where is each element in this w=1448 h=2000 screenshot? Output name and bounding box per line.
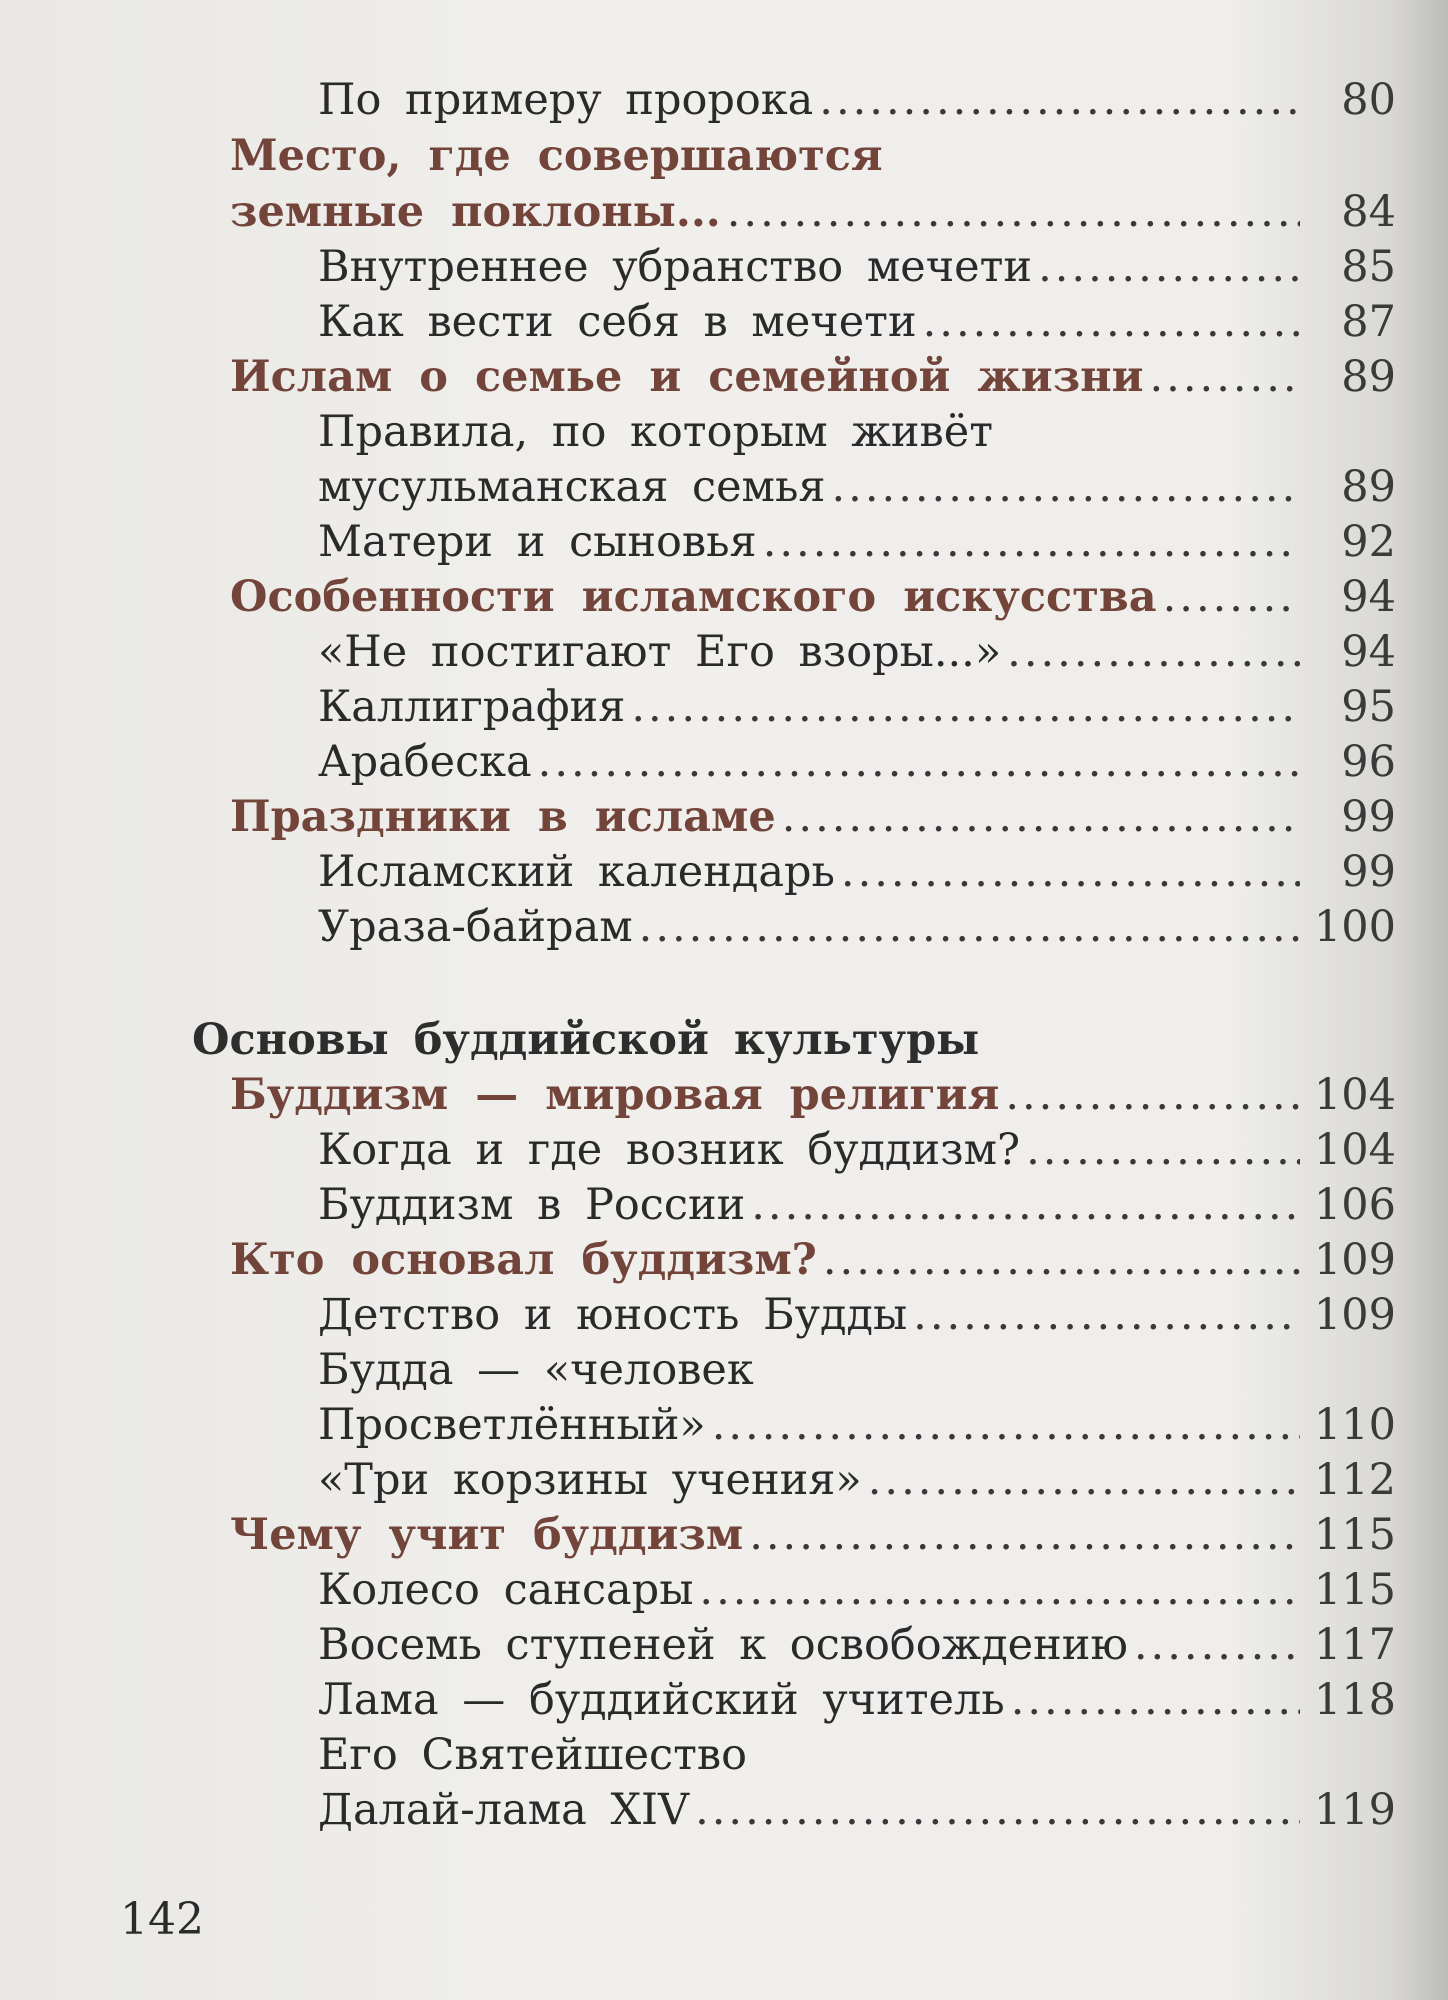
dot-leader bbox=[1134, 1617, 1300, 1673]
toc-entry-page: 80 bbox=[1341, 75, 1396, 125]
dot-leader bbox=[1026, 1122, 1300, 1178]
toc-entry bbox=[318, 1452, 1396, 1508]
toc-entry-page: 92 bbox=[1341, 517, 1396, 567]
dot-leader bbox=[631, 679, 1300, 735]
toc-entry-title: Когда и где возник буддизм? bbox=[318, 1125, 1021, 1175]
toc-entry-title: Исламский календарь bbox=[318, 847, 835, 897]
toc-entry bbox=[318, 239, 1396, 295]
toc-heading bbox=[230, 184, 1396, 240]
toc-entry-title: Внутреннее убранство мечети bbox=[318, 242, 1033, 292]
toc-heading-title: Чему учит буддизм bbox=[230, 1510, 744, 1560]
dot-leader bbox=[913, 1287, 1300, 1343]
toc-entry-title: Детство и юность Будды bbox=[318, 1290, 908, 1340]
toc-entry-page: 115 bbox=[1313, 1565, 1396, 1615]
dot-leader bbox=[538, 734, 1300, 790]
toc-entry bbox=[318, 679, 1396, 735]
toc-entry bbox=[318, 404, 1396, 460]
toc-heading-title: земные поклоны... bbox=[230, 187, 721, 237]
toc-entry-title: Буддизм в России bbox=[318, 1180, 746, 1230]
toc-heading bbox=[230, 128, 1396, 184]
toc-heading-page: 104 bbox=[1313, 1070, 1396, 1120]
dot-leader bbox=[695, 1782, 1300, 1838]
dot-leader bbox=[841, 844, 1300, 900]
toc-entry-title: Правила, по которым живёт bbox=[318, 407, 993, 457]
toc-entry bbox=[318, 899, 1396, 955]
toc-heading-title: Праздники в исламе bbox=[230, 792, 776, 842]
toc-heading-page: 109 bbox=[1313, 1235, 1396, 1285]
dot-leader bbox=[819, 72, 1300, 128]
toc-entry-title: Ураза-байрам bbox=[318, 902, 633, 952]
toc-entry-page: 96 bbox=[1341, 737, 1396, 787]
toc-heading-page: 115 bbox=[1313, 1510, 1396, 1560]
toc-heading bbox=[230, 1507, 1396, 1563]
toc-entry-page: 112 bbox=[1313, 1455, 1396, 1505]
dot-leader bbox=[763, 514, 1300, 570]
toc-entry-title: Его Святейшество bbox=[318, 1730, 747, 1780]
toc-heading bbox=[230, 1232, 1396, 1288]
toc-entry bbox=[318, 1782, 1396, 1838]
dot-leader bbox=[1150, 349, 1300, 405]
toc-heading-page: 99 bbox=[1341, 792, 1396, 842]
toc-entry-title: Лама — буддийский учитель bbox=[318, 1675, 1005, 1725]
toc-entry-page: 119 bbox=[1313, 1785, 1396, 1835]
toc-entry-title: Каллиграфия bbox=[318, 682, 626, 732]
toc-heading-title: Буддизм — мировая религия bbox=[230, 1070, 1000, 1120]
dot-leader bbox=[1163, 569, 1300, 625]
toc-entry bbox=[318, 1397, 1396, 1453]
toc-entry bbox=[318, 844, 1396, 900]
toc-entry-page: 85 bbox=[1341, 242, 1396, 292]
dot-leader bbox=[823, 1232, 1300, 1288]
toc-entry-page: 94 bbox=[1341, 627, 1396, 677]
dot-leader bbox=[639, 899, 1300, 955]
toc-entry bbox=[318, 72, 1396, 128]
toc-entry-page: 109 bbox=[1313, 1290, 1396, 1340]
toc-entry-title: Далай-лама XIV bbox=[318, 1785, 690, 1835]
dot-leader bbox=[782, 789, 1300, 845]
toc-entry-title: Арабеска bbox=[318, 737, 532, 787]
toc-entry bbox=[318, 459, 1396, 515]
page-number: 142 bbox=[120, 1894, 204, 1945]
toc-heading-page: 94 bbox=[1341, 572, 1396, 622]
toc-entry-page: 117 bbox=[1313, 1620, 1396, 1670]
toc-entry-title: Матери и сыновья bbox=[318, 517, 757, 567]
toc-entry-page: 104 bbox=[1313, 1125, 1396, 1175]
toc-entry bbox=[318, 1287, 1396, 1343]
toc-entry bbox=[318, 1727, 1396, 1783]
toc-part-title bbox=[192, 1012, 1092, 1068]
dot-leader bbox=[1007, 624, 1300, 680]
dot-leader bbox=[1038, 239, 1300, 295]
toc-entry-page: 118 bbox=[1313, 1675, 1396, 1725]
dot-leader bbox=[712, 1397, 1300, 1453]
toc-entry bbox=[318, 1617, 1396, 1673]
toc-heading bbox=[230, 1067, 1396, 1123]
toc-entry-title: Просветлённый» bbox=[318, 1400, 706, 1450]
dot-leader bbox=[868, 1452, 1300, 1508]
toc-heading-page: 84 bbox=[1341, 187, 1396, 237]
toc-entry bbox=[318, 1177, 1396, 1233]
toc-entry-page: 100 bbox=[1313, 902, 1396, 952]
toc-entry bbox=[318, 624, 1396, 680]
dot-leader bbox=[923, 294, 1300, 350]
dot-leader bbox=[699, 1562, 1300, 1618]
toc-entry-page: 99 bbox=[1341, 847, 1396, 897]
toc-entry bbox=[318, 1342, 1396, 1398]
toc-entry bbox=[318, 1672, 1396, 1728]
toc-entry-page: 106 bbox=[1313, 1180, 1396, 1230]
toc-entry bbox=[318, 734, 1396, 790]
toc-entry-page: 87 bbox=[1341, 297, 1396, 347]
dot-leader bbox=[832, 459, 1300, 515]
toc-heading-title: Место, где совершаются bbox=[230, 131, 883, 181]
part-title-text: Основы буддийской культуры bbox=[192, 1015, 980, 1065]
toc-entry bbox=[318, 514, 1396, 570]
toc-entry-title: Восемь ступеней к освобождению bbox=[318, 1620, 1128, 1670]
toc-heading bbox=[230, 789, 1396, 845]
toc-entry-page: 89 bbox=[1341, 462, 1396, 512]
toc-entry-title: мусульманская семья bbox=[318, 462, 826, 512]
toc-entry-title: «Три корзины учения» bbox=[318, 1455, 862, 1505]
toc-entry-title: «Не постигают Его взоры...» bbox=[318, 627, 1002, 677]
toc-entry-title: По примеру пророка bbox=[318, 75, 814, 125]
toc-heading-page: 89 bbox=[1341, 352, 1396, 402]
toc-heading-title: Кто основал буддизм? bbox=[230, 1235, 817, 1285]
toc-entry-title: Будда — «человек bbox=[318, 1345, 754, 1395]
dot-leader bbox=[1005, 1067, 1300, 1123]
toc-entry-page: 110 bbox=[1313, 1400, 1396, 1450]
dot-leader bbox=[749, 1507, 1300, 1563]
toc-entry-title: Как вести себя в мечети bbox=[318, 297, 917, 347]
toc-heading bbox=[230, 349, 1396, 405]
toc-entry bbox=[318, 1122, 1396, 1178]
toc-entry bbox=[318, 1562, 1396, 1618]
toc-heading-title: Ислам о семье и семейной жизни bbox=[230, 352, 1144, 402]
dot-leader bbox=[1011, 1672, 1300, 1728]
toc-entry-title: Колесо сансары bbox=[318, 1565, 694, 1615]
toc-heading bbox=[230, 569, 1396, 625]
dot-leader bbox=[751, 1177, 1300, 1233]
dot-leader bbox=[727, 184, 1300, 240]
toc-entry bbox=[318, 294, 1396, 350]
toc-entry-page: 95 bbox=[1341, 682, 1396, 732]
toc-heading-title: Особенности исламского искусства bbox=[230, 572, 1157, 622]
